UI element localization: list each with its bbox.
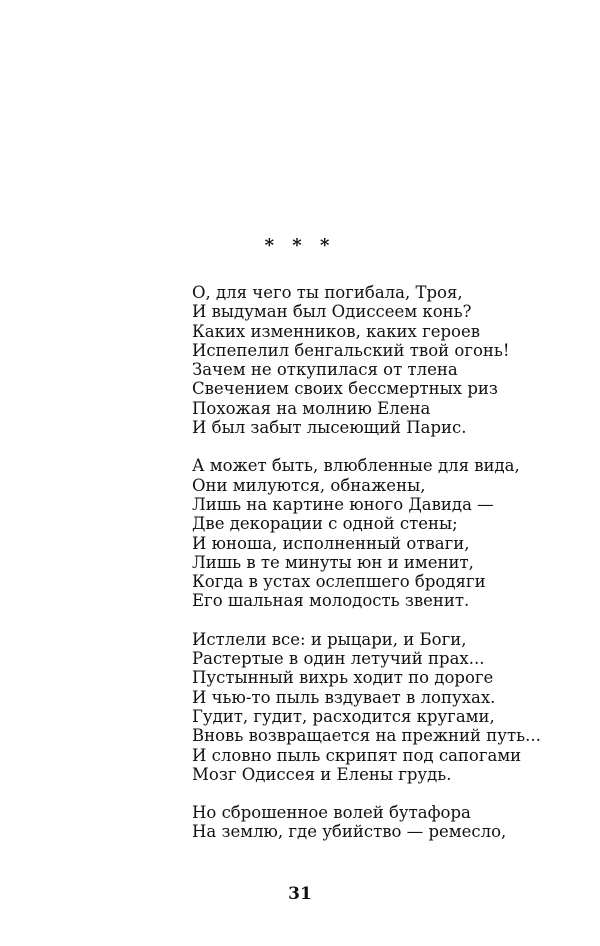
stanza (192, 283, 592, 437)
poem-line: Его шальная молодость звенит. (192, 591, 470, 611)
poem-line: Растертые в один летучий прах... (192, 649, 485, 669)
poem-line: Похожая на молнию Елена (192, 398, 431, 418)
poem-line: Зачем не откупилася от тлена (192, 360, 458, 380)
poem-line: Лишь на картине юного Давида — (192, 494, 494, 514)
poem-line: Вновь возвращается на прежний путь... (192, 726, 541, 746)
poem-line: Две декорации с одной стены; (192, 514, 458, 534)
poem-line: Пустынный вихрь ходит по дороге (192, 668, 494, 688)
poem-line: Испепелил бенгальский твой огонь! (192, 340, 510, 360)
stanza (192, 456, 592, 610)
poem (192, 283, 592, 861)
poem-line: Лишь в те минуты юн и именит, (192, 552, 474, 572)
poem-line: Свечением своих бессмертных риз (192, 379, 498, 399)
poem-line: А может быть, влюбленные для вида, (192, 456, 520, 476)
poem-line: И чью-то пыль вздувает в лопухах. (192, 687, 496, 707)
poem-line: Каких изменников, каких героев (192, 321, 481, 341)
poem-line: Мозг Одиссея и Елены грудь. (192, 764, 452, 784)
poem-line: Гудит, гудит, расходится кругами, (192, 706, 495, 726)
poem-line: Когда в устах ослепшего бродяги (192, 572, 486, 592)
poem-line: И юноша, исполненный отваги, (192, 533, 470, 553)
page-number: 31 (288, 884, 312, 904)
poem-line: Они милуются, обнажены, (192, 475, 426, 495)
poem-line: Истлели все: и рыцари, и Боги, (192, 629, 467, 649)
poem-line: О, для чего ты погибала, Троя, (192, 283, 463, 302)
poem-line: На землю, где убийство — ремесло, (192, 822, 507, 842)
poem-line: И словно пыль скрипят под сапогами (192, 745, 522, 765)
poem-line: И выдуман был Одиссеем конь? (192, 302, 472, 322)
poem-line: Но сброшенное волей бутафора (192, 803, 471, 823)
poem-line: И был забыт лысеющий Парис. (192, 418, 467, 438)
stanza (192, 630, 592, 784)
section-separator: * * * (264, 235, 336, 256)
stanza (192, 803, 592, 842)
